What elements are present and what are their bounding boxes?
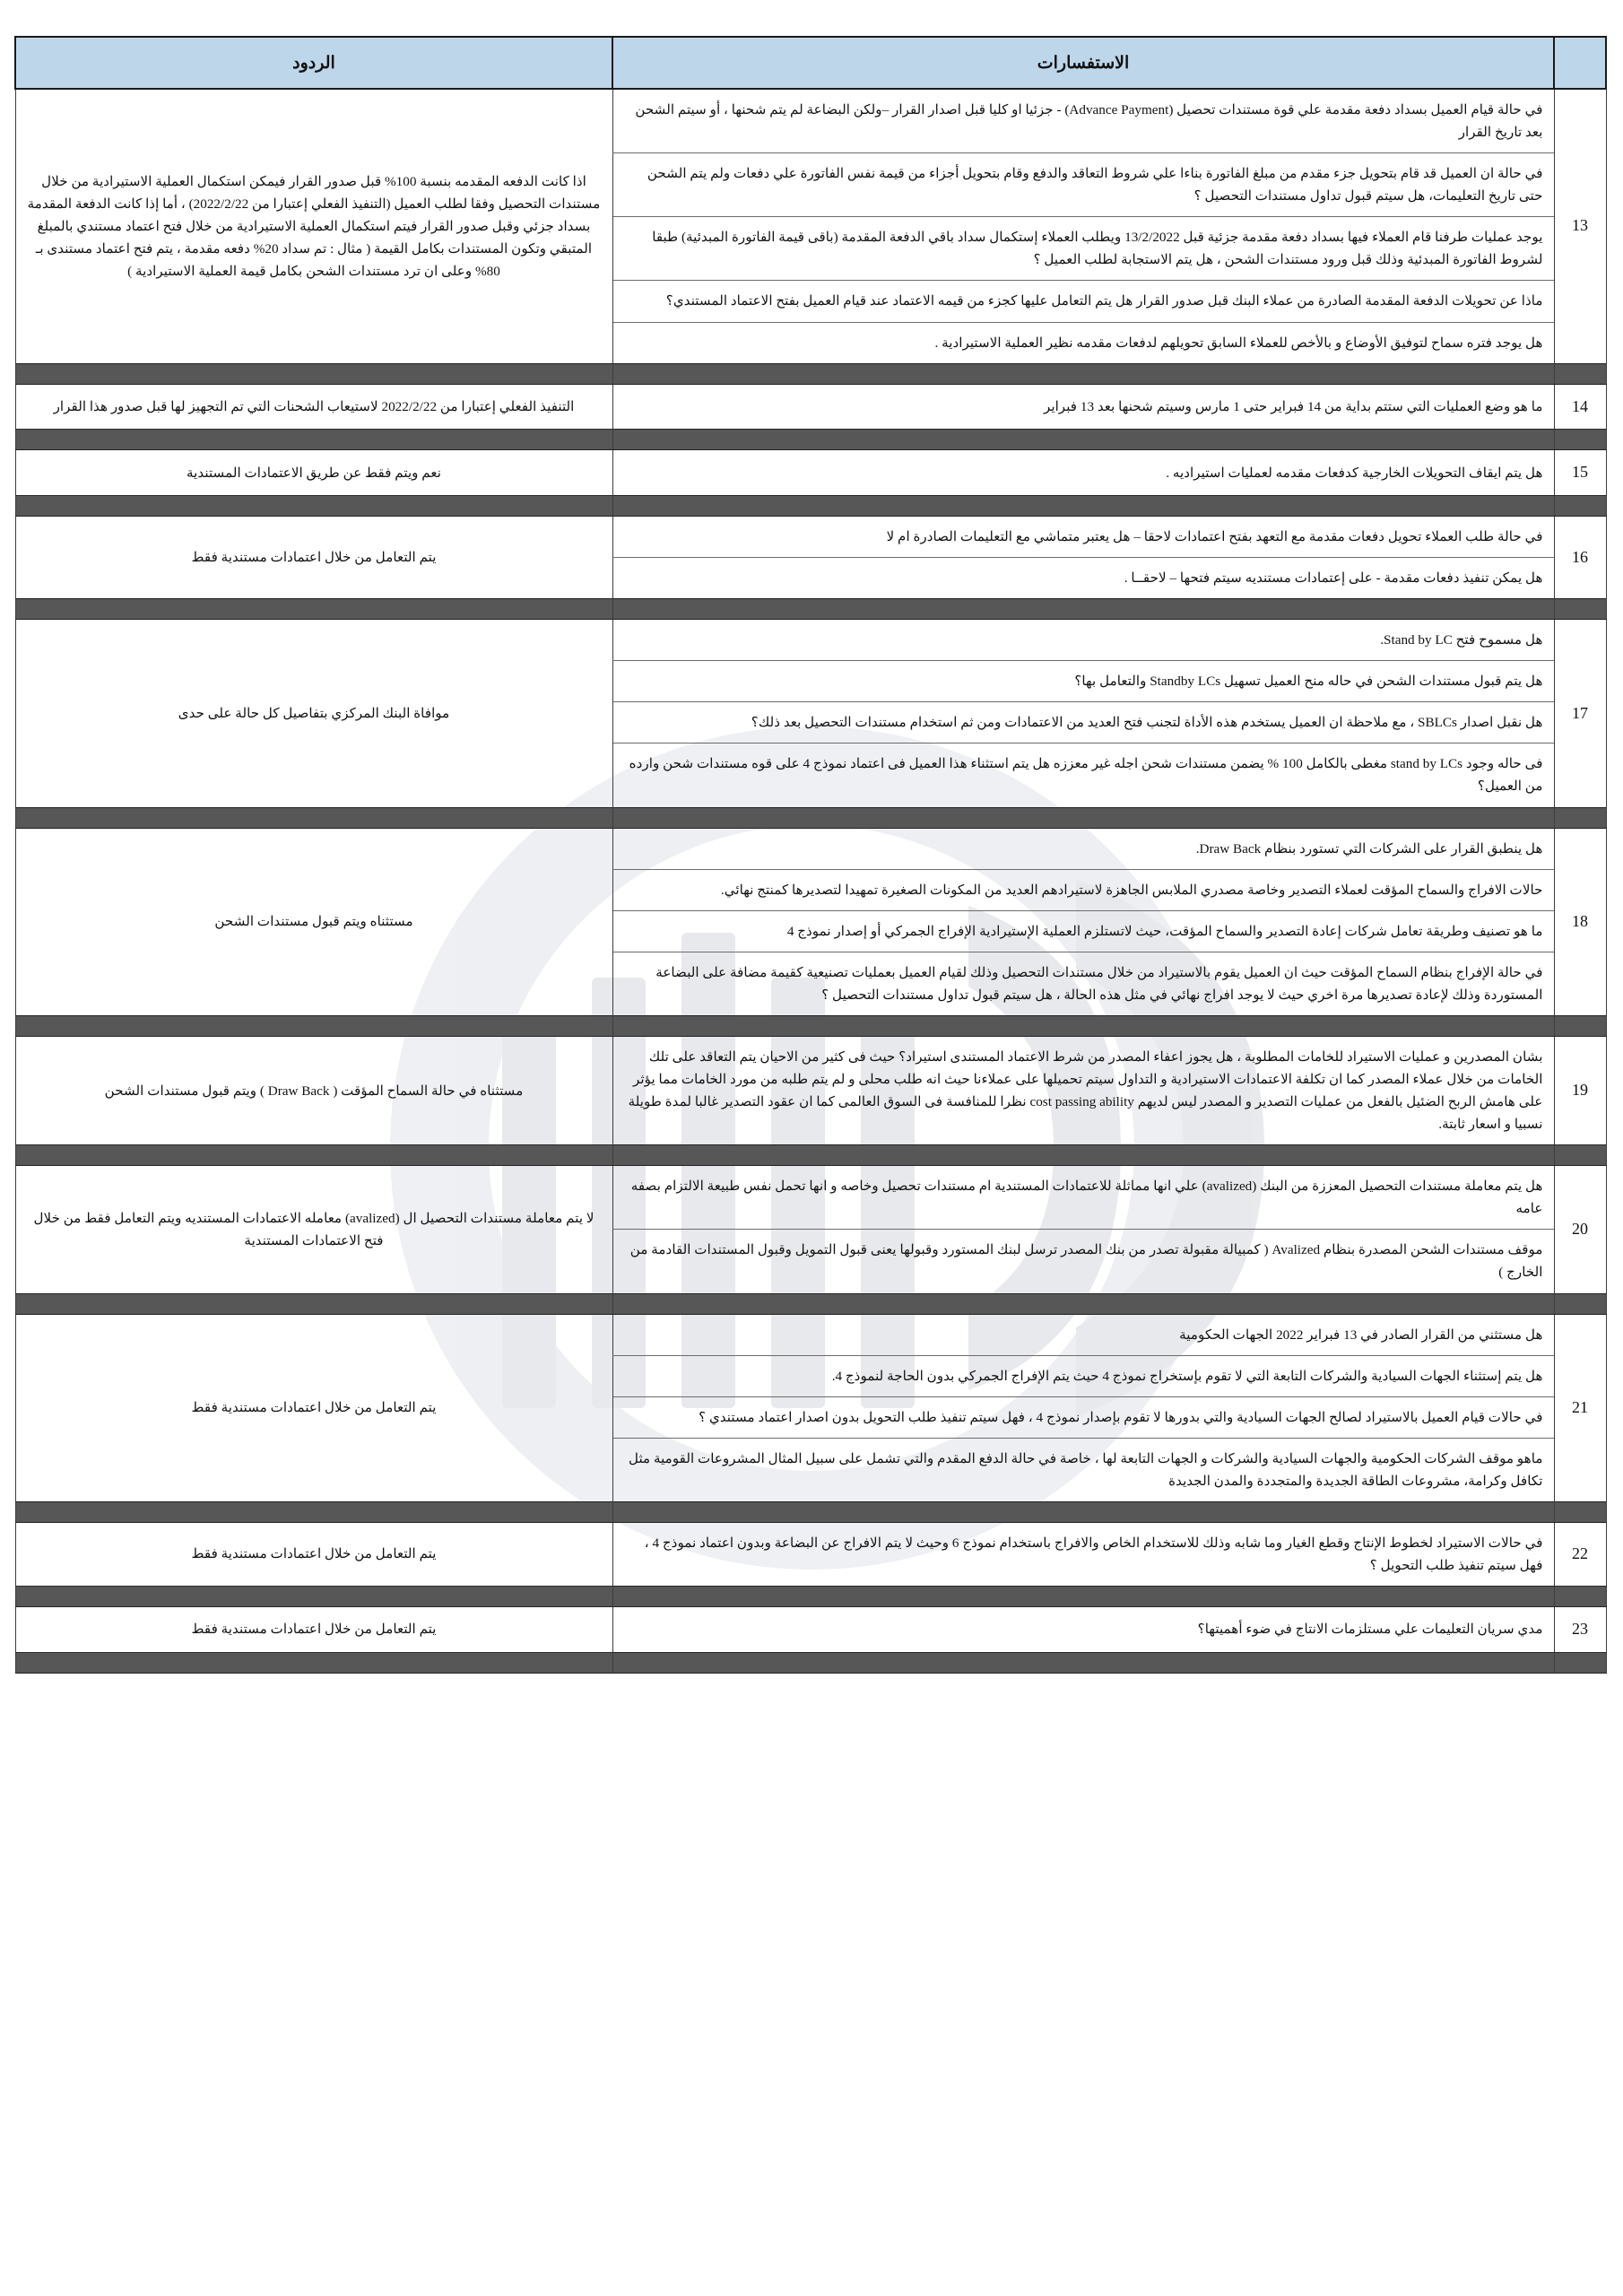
- answer-cell: [15, 620, 612, 807]
- answer-text: يتم التعامل من خلال اعتمادات مستندية فقط: [191, 550, 437, 566]
- group-separator: [15, 430, 1606, 450]
- separator-question-cell: [612, 496, 1554, 517]
- faq-table-container: [16, 36, 1607, 1674]
- group-separator: [15, 1587, 1606, 1607]
- question-cell: [612, 1230, 1554, 1293]
- answer-text: يتم التعامل من خلال اعتمادات مستندية فقط: [191, 1400, 437, 1416]
- question-text: في حالة قيام العميل بسداد دفعة مقدمة علي قوة مستندات تحصيل (Advance Payment) - جزئيا او كليا قبل اصدار القرار –ولكن البضاعة لم يتم شحنها ، أو سيتم الشحن بعد تاريخ القرار: [635, 102, 1543, 141]
- separator-number-cell: [1554, 1652, 1606, 1673]
- question-text: في حالات قيام العميل بالاستيراد لصالح الجهات السيادية والتي بدورها لا تقوم بإصدار نموذج 4 ، فهل سيتم تنفيذ طلب التحويل بدون اصدار اعتماد مستندي ؟: [699, 1409, 1543, 1425]
- separator-question-cell: [612, 1652, 1554, 1673]
- table-row: [15, 89, 1606, 153]
- separator-answer-cell: [15, 1145, 612, 1166]
- table-row: [15, 1166, 1606, 1230]
- row-number-cell: 23: [1554, 1607, 1606, 1653]
- separator-question-cell: [612, 430, 1554, 450]
- question-cell: [612, 153, 1554, 217]
- header-number-col: [1554, 37, 1606, 89]
- group-separator: [15, 1652, 1606, 1673]
- answer-text: مستثناه ويتم قبول مستندات الشحن: [214, 914, 413, 930]
- separator-question-cell: [612, 599, 1554, 620]
- group-separator: [15, 1293, 1606, 1314]
- answer-text: مستثناه في حالة السماح المؤقت ( Draw Back ) ويتم قبول مستندات الشحن: [104, 1083, 524, 1099]
- answer-text: موافاة البنك المركزي بتفاصيل كل حالة على حدى: [178, 705, 450, 721]
- question-text: فى حاله وجود stand by LCs مغطى بالكامل 100 % يضمن مستندات شحن اجله غير معززه هل يتم استثناء هذا العميل فى اعتماد نموذج 4 على قوه مستندات شحن وارده من العميل؟: [629, 756, 1543, 795]
- question-text: هل مستثني من القرار الصادر في 13 فبراير 2022 الجهات الحكومية: [1179, 1326, 1543, 1343]
- separator-question-cell: [612, 363, 1554, 384]
- separator-answer-cell: [15, 807, 612, 828]
- answer-text: يتم التعامل من خلال اعتمادات مستندية فقط: [191, 1546, 437, 1562]
- separator-answer-cell: [15, 496, 612, 517]
- question-text: هل يتم إستثناء الجهات السيادية والشركات التابعة التي لا تقوم بإستخراج نموذج 4 حيث يتم الإفراج الجمركي بدون الحاجة لنموذج 4.: [831, 1368, 1543, 1384]
- separator-number-cell: [1554, 1587, 1606, 1607]
- table-row: [15, 1314, 1606, 1355]
- answer-cell: [15, 1314, 612, 1501]
- table-body: [15, 89, 1606, 1673]
- answer-text: التنفيذ الفعلي إعتبارا من 2022/2/22 لاستيعاب الشحنات التي تم التجهيز لها قبل صدور هذا القرار: [53, 398, 575, 414]
- row-number-cell: 14: [1554, 384, 1606, 430]
- separator-question-cell: [612, 1015, 1554, 1036]
- table-row: [15, 1522, 1606, 1586]
- header-row: [15, 37, 1606, 89]
- question-cell: [612, 1166, 1554, 1230]
- separator-answer-cell: [15, 1293, 612, 1314]
- table-row: [15, 620, 1606, 661]
- question-text: هل يتم ايقاف التحويلات الخارجية كدفعات مقدمه لعمليات استيراديه .: [1166, 465, 1543, 481]
- separator-question-cell: [612, 1587, 1554, 1607]
- question-cell: [612, 702, 1554, 744]
- question-text: هل يوجد فتره سماح لتوفيق الأوضاع و بالأخص للعملاء السابق تحويلهم لدفعات مقدمه نظير العملية الاستيرادية .: [934, 335, 1543, 351]
- question-text: ما هو تصنيف وطريقة تعامل شركات إعادة التصدير والسماح المؤقت، حيث لاتستلزم العملية الإستيرادية الإفراج الجمركي أو إصدار نموذج 4: [786, 923, 1543, 939]
- separator-question-cell: [612, 1293, 1554, 1314]
- row-number-cell: 20: [1554, 1166, 1606, 1293]
- row-number-cell: 17: [1554, 620, 1606, 807]
- separator-answer-cell: [15, 430, 612, 450]
- separator-answer-cell: [15, 1015, 612, 1036]
- answer-cell: [15, 1522, 612, 1586]
- question-cell: [612, 322, 1554, 363]
- table-row: [15, 828, 1606, 869]
- answer-text: لا يتم معاملة مستندات التحصيل ال (avalized) معامله الاعتمادات المستنديه ويتم التعامل فقط من خلال فتح الاعتمادات المستندية: [33, 1210, 595, 1248]
- row-number-cell: 22: [1554, 1522, 1606, 1586]
- answer-text: يتم التعامل من خلال اعتمادات مستندية فقط: [191, 1622, 437, 1638]
- header-answers-col: الردود: [15, 37, 612, 89]
- question-cell: [612, 1438, 1554, 1501]
- question-cell: [612, 952, 1554, 1015]
- question-text: هل ينطبق القرار على الشركات التي تستورد بنظام Draw Back.: [1195, 840, 1543, 857]
- question-text: هل يتم معاملة مستندات التحصيل المعززة من البنك (avalized) علي انها مماثلة للاعتمادات المستندية ام مستندات تحصيل وخاصه و انها تحمل نفس طبيعة الالتزام بصفه عامه: [630, 1178, 1543, 1217]
- separator-number-cell: [1554, 430, 1606, 450]
- question-cell: [612, 1522, 1554, 1586]
- question-text: هل يمكن تنفيذ دفعات مقدمة - على إعتمادات مستنديه سيتم فتحها – لاحقــا .: [1124, 570, 1543, 587]
- answer-cell: [15, 828, 612, 1015]
- question-cell: [612, 217, 1554, 281]
- answer-text: نعم ويتم فقط عن طريق الاعتمادات المستندية: [187, 465, 441, 481]
- separator-answer-cell: [15, 1652, 612, 1673]
- separator-question-cell: [612, 1145, 1554, 1166]
- row-number-cell: 13: [1554, 89, 1606, 363]
- answer-cell: [15, 450, 612, 496]
- separator-answer-cell: [15, 363, 612, 384]
- question-cell: [612, 281, 1554, 322]
- question-text: هل نقبل اصدار SBLCs ، مع ملاحظة ان العميل يستخدم هذه الأداة لتجنب فتح العديد من الاعتمادات ومن ثم استخدام مستندات التحصيل بعد ذلك؟: [751, 715, 1543, 731]
- answer-cell: [15, 1607, 612, 1653]
- row-number-cell: 15: [1554, 450, 1606, 496]
- question-text: في حالات الاستيراد لخطوط الإنتاج وقطع الغيار وما شابه وذلك للاستخدام الخاص والافراج باستخدام نموذج 6 وحيث لا يتم الافراج عن البضاعة وبدون اعتماد نموذج 4 ، فهل سيتم تنفيذ طلب التحويل ؟: [644, 1535, 1543, 1574]
- group-separator: [15, 1145, 1606, 1166]
- table-row: [15, 1607, 1606, 1653]
- question-text: حالات الافراج والسماح المؤقت لعملاء التصدير وخاصة مصدري الملابس الجاهزة لاستيرادهم العديد من المكونات الصغيرة تمهيدا لتصديرها كمنتج نهائي.: [720, 882, 1543, 898]
- question-cell: [612, 661, 1554, 702]
- question-text: يوجد عمليات طرفنا قام العملاء فيها بسداد دفعة مقدمة جزئية قبل 13/2/2022 ويطلب العملاء إستكمال سداد باقي الدفعة المقدمة (باقى قيمة الفاتورة المبدئية) طبقا لشروط الفاتورة المبدئية وذلك قبل ورود مستندات الشحن ، هل يتم الاستجابة لطلب العميل ؟: [652, 230, 1543, 268]
- separator-number-cell: [1554, 807, 1606, 828]
- table-head: [15, 37, 1606, 89]
- separator-number-cell: [1554, 1293, 1606, 1314]
- question-text: موقف مستندات الشحن المصدرة بنظام Avalized ( كمبيالة مقبولة تصدر من بنك المصدر ترسل لبنك المستورد وقبولها يعنى قبول التمويل وقبول المستندات القادمة من الخارج ): [629, 1242, 1543, 1281]
- group-separator: [15, 1501, 1606, 1522]
- question-cell: [612, 1607, 1554, 1653]
- question-cell: [612, 869, 1554, 910]
- faq-table: [14, 36, 1607, 1674]
- question-text: هل يتم قبول مستندات الشحن في حاله منح العميل تسهيل Standby LCs والتعامل بها؟: [1074, 674, 1543, 690]
- question-cell: [612, 384, 1554, 430]
- answer-cell: [15, 89, 612, 363]
- question-cell: [612, 744, 1554, 807]
- separator-number-cell: [1554, 1145, 1606, 1166]
- question-cell: [612, 828, 1554, 869]
- row-number-cell: 16: [1554, 517, 1606, 599]
- separator-number-cell: [1554, 1015, 1606, 1036]
- separator-number-cell: [1554, 496, 1606, 517]
- question-text: ماهو موقف الشركات الحكومية والجهات السيادية والشركات و الجهات التابعة لها ، خاصة في حالة الدفع المقدم والتي تشمل على سبيل المثال المشروعات القومية مثل تكافل وكرامة، مشروعات الطاقة الجديدة والمتجددة والمدن الجديدة: [628, 1450, 1543, 1489]
- group-separator: [15, 807, 1606, 828]
- question-text: ماذا عن تحويلات الدفعة المقدمة الصادرة من عملاء البنك قبل صدور القرار هل يتم التعامل عليها كجزء من قيمه الاعتماد عند قيام العميل بفتح الاعتماد المستندي؟: [665, 293, 1543, 309]
- answer-cell: [15, 1166, 612, 1293]
- answer-cell: [15, 517, 612, 599]
- table-row: [15, 517, 1606, 558]
- row-number-cell: 21: [1554, 1314, 1606, 1501]
- separator-question-cell: [612, 1501, 1554, 1522]
- answer-cell: [15, 384, 612, 430]
- answer-text: اذا كانت الدفعه المقدمه بنسبة 100% قبل صدور القرار فيمكن استكمال العملية الاستيرادية من خلال مستندات التحصيل وفقا لطلب العميل (التنفيذ الفعلي إعتبارا من 2022/2/22) ، أما إذا كانت الدفعة المقدمة بسداد جزئي وقبل صدور القرار فيتم استكمال العملية الاستيرادية من خلال فتح اعتماد مستندي بالمبلغ المتبقي وتكون المستندات بكامل القيمة ( مثال : تم سداد 20% دفعه مقدمة ، يتم فتح اعتماد مستندى بـ 80% وعلى ان ترد مستندات الشحن بكامل قيمة العملية الاستيرادية ): [27, 173, 601, 279]
- separator-question-cell: [612, 807, 1554, 828]
- separator-number-cell: [1554, 599, 1606, 620]
- question-text: هل مسموح فتح Stand by LC.: [1380, 632, 1543, 648]
- question-cell: [612, 1314, 1554, 1355]
- row-number-cell: 19: [1554, 1036, 1606, 1144]
- question-cell: [612, 450, 1554, 496]
- question-text: بشان المصدرين و عمليات الاستيراد للخامات المطلوبة ، هل يجوز اعفاء المصدر من شرط الاعتماد المستندى استيراد؟ حيث فى كثير من الاحيان يتم التعاقد على تلك الخامات من خلال عملاء المصدر كما ان تكلفة الاعتمادات الاستيرادية و التداول سيتم تحميلها على عملاءنا حيث انه طلب محلى و لم يتم طلبه من مورد الخامات مما يؤثر على هامش الربح الضئيل بالفعل من عمليات التصدير و المصدر ليس لديهم cost passing ability نظرا للمنافسة فى السوق العالمى كما ان عقود التصدير غالبا لمدة طويلة نسبيا و اسعار ثابتة.: [628, 1048, 1543, 1133]
- question-cell: [612, 910, 1554, 952]
- row-number-cell: 18: [1554, 828, 1606, 1015]
- question-cell: [612, 89, 1554, 153]
- question-text: ما هو وضع العمليات التي ستتم بداية من 14 فبراير حتى 1 مارس وسيتم شحنها بعد 13 فبراير: [1043, 398, 1543, 414]
- table-row: [15, 1036, 1606, 1144]
- table-row: [15, 384, 1606, 430]
- separator-answer-cell: [15, 1587, 612, 1607]
- group-separator: [15, 1015, 1606, 1036]
- question-cell: [612, 517, 1554, 558]
- table-row: [15, 450, 1606, 496]
- question-cell: [612, 1396, 1554, 1438]
- question-text: في حالة طلب العملاء تحويل دفعات مقدمة مع التعهد بفتح اعتمادات لاحقا – هل يعتبر متماشي مع التعليمات الصادرة ام لا: [886, 529, 1543, 544]
- separator-answer-cell: [15, 599, 612, 620]
- header-questions-col: الاستفسارات: [612, 37, 1554, 89]
- question-cell: [612, 620, 1554, 661]
- question-cell: [612, 558, 1554, 599]
- group-separator: [15, 363, 1606, 384]
- question-cell: [612, 1036, 1554, 1144]
- group-separator: [15, 599, 1606, 620]
- question-text: في حالة ان العميل قد قام بتحويل جزء مقدم من مبلغ الفاتورة بناءا علي شروط التعاقد والدفع وقام بتحويل أجزاء من قيمة نفس الفاتورة علي دفعات ولم يتم الشحن حتى تاريخ التعليمات، هل سيتم قبول تداول مستندات التحصيل ؟: [647, 166, 1543, 204]
- question-text: في حالة الإفراج بنظام السماح المؤقت حيث ان العميل يقوم بالاستيراد من خلال مستندات التحصيل وذلك لقيام العميل بعمليات تصنيعية كقيمة مضافة على البضاعة المستوردة وذلك لإعادة تصديرها مرة اخري حيث لا يوجد افراج نهائي في مثل هذه الحالة ، هل سيتم قبول تداول مستندات التحصيل ؟: [655, 964, 1543, 1003]
- question-text: مدي سريان التعليمات علي مستلزمات الانتاج في ضوء أهميتها؟: [1197, 1622, 1543, 1638]
- separator-number-cell: [1554, 363, 1606, 384]
- separator-answer-cell: [15, 1501, 612, 1522]
- question-cell: [612, 1355, 1554, 1396]
- answer-cell: [15, 1036, 612, 1144]
- separator-number-cell: [1554, 1501, 1606, 1522]
- group-separator: [15, 496, 1606, 517]
